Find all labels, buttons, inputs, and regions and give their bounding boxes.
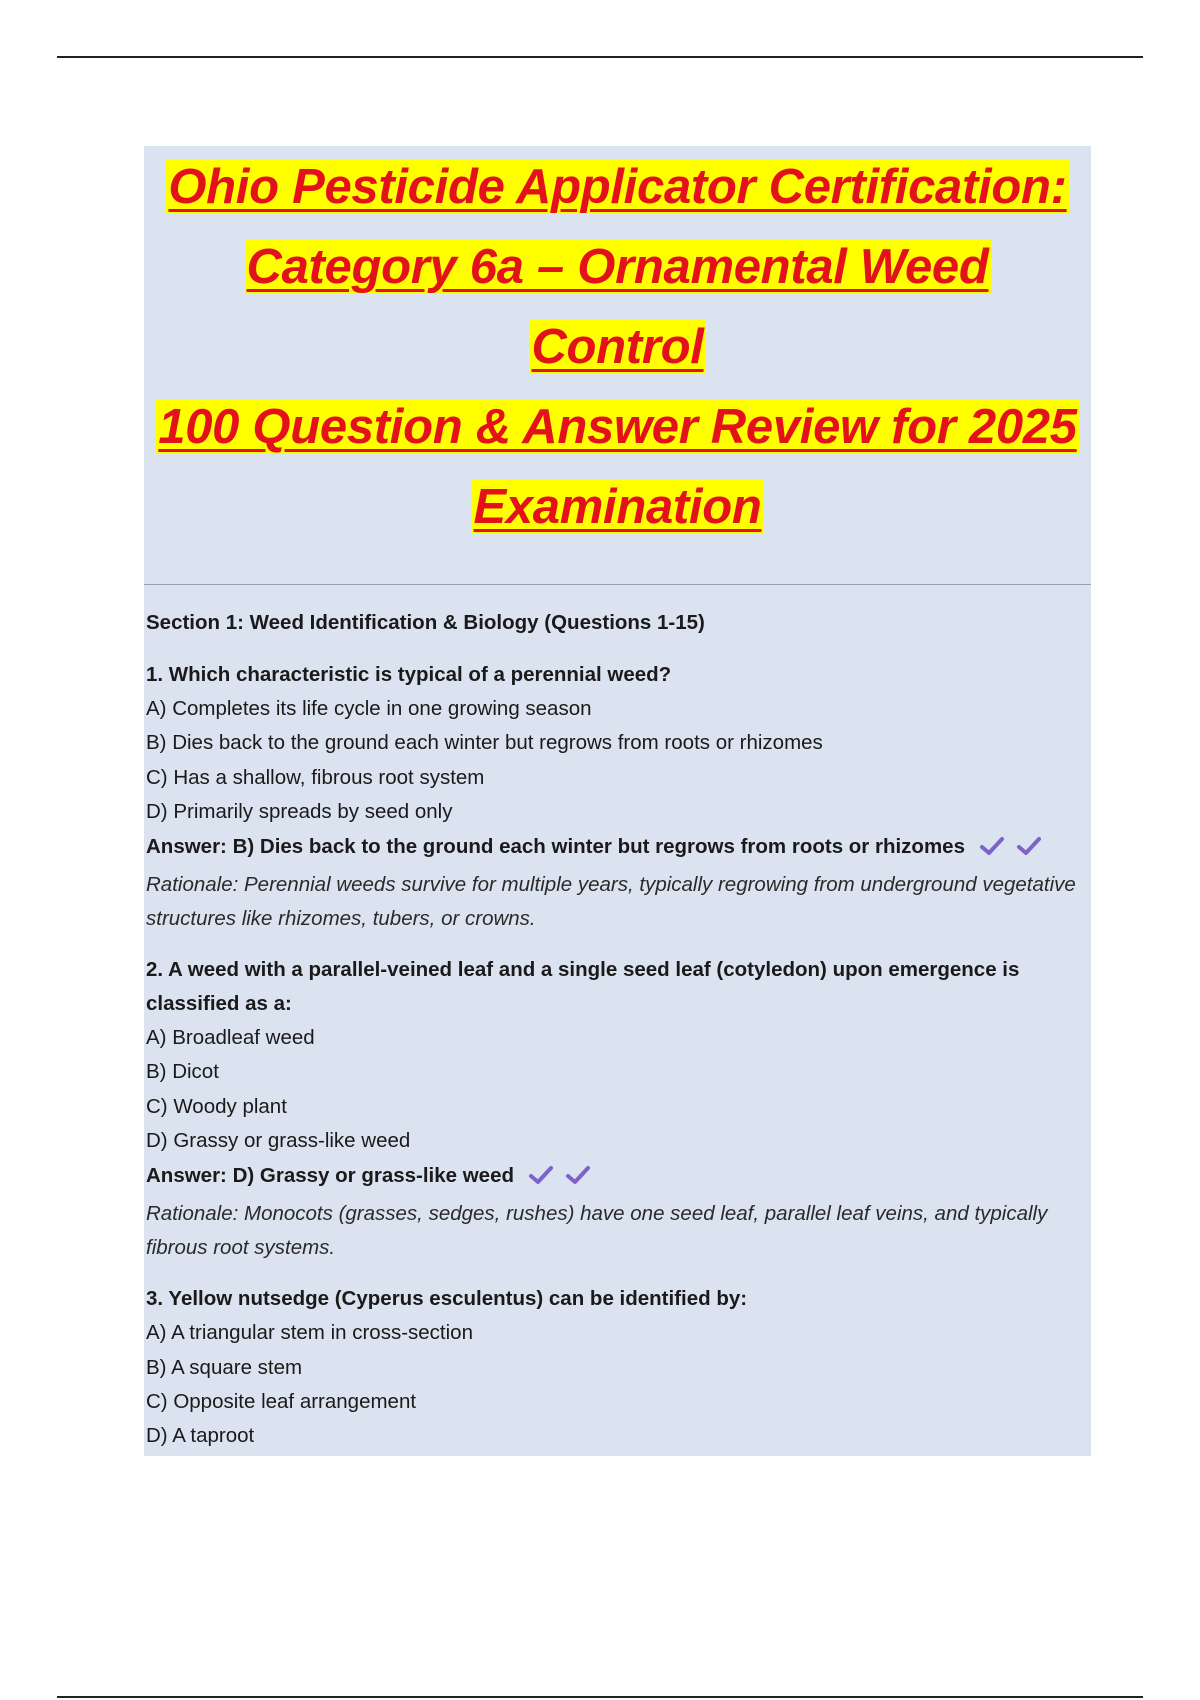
question-1 (146, 658, 1081, 936)
option-d: D) A taproot (146, 1424, 255, 1448)
title-line-4: 100 Question & Answer Review for 2025 (158, 400, 1077, 454)
option-d: D) Grassy or grass-like weed (146, 1129, 411, 1153)
document-title (144, 146, 1091, 547)
rationale-text: Rationale: Monocots (grasses, sedges, rushes) have one seed leaf, parallel leaf veins, and typically fibrous root systems. (146, 1202, 1048, 1260)
question-text: 2. A weed with a parallel-veined leaf and a single seed leaf (cotyledon) upon emergence is classified as a: (146, 958, 1020, 1016)
checkmark-icon (979, 836, 1005, 856)
option-d: D) Primarily spreads by seed only (146, 799, 453, 823)
option-c: C) Opposite leaf arrangement (146, 1389, 417, 1413)
checkmark-icon (565, 1165, 591, 1185)
title-line-5: Examination (473, 480, 762, 534)
answer-line (146, 1158, 1081, 1197)
question-2 (146, 953, 1081, 1265)
option-a: A) Completes its life cycle in one growing season (146, 697, 592, 720)
answer-checks (979, 832, 1049, 868)
checkmark-icon (528, 1165, 554, 1185)
option-b: B) Dicot (146, 1060, 219, 1084)
answer-checks (528, 1161, 598, 1197)
top-rule (57, 56, 1143, 58)
answer-line (146, 829, 1081, 868)
option-b: B) A square stem (146, 1355, 303, 1379)
title-line-2: Category 6a – Ornamental Weed (246, 240, 989, 294)
title-line-1: Ohio Pesticide Applicator Certification: (168, 160, 1067, 214)
option-a: A) Broadleaf weed (146, 1026, 315, 1050)
question-text: 3. Yellow nutsedge (Cyperus esculentus) can be identified by: (146, 1287, 748, 1311)
document-content (146, 608, 1081, 1471)
answer-text: Answer: B) Dies back to the ground each winter but regrows from roots or rhizomes (146, 835, 965, 859)
section-heading: Section 1: Weed Identification & Biology (Questions 1-15) (146, 611, 705, 634)
option-b: B) Dies back to the ground each winter but regrows from roots or rhizomes (146, 731, 823, 755)
option-c: C) Woody plant (146, 1094, 287, 1118)
section-divider (144, 584, 1091, 585)
document-panel (144, 146, 1091, 1456)
answer-text: Answer: D) Grassy or grass-like weed (146, 1164, 515, 1188)
question-text: 1. Which characteristic is typical of a perennial weed? (146, 663, 672, 686)
option-c: C) Has a shallow, fibrous root system (146, 765, 485, 789)
rationale-text: Rationale: Perennial weeds survive for multiple years, typically regrowing from underground vegetative structures like rhizomes, tubers, or crowns. (146, 873, 1076, 931)
option-a: A) A triangular stem in cross-section (146, 1321, 473, 1345)
question-3 (146, 1282, 1081, 1453)
title-line-3: Control (531, 320, 704, 374)
checkmark-icon (1016, 836, 1042, 856)
bottom-rule (57, 1696, 1143, 1698)
